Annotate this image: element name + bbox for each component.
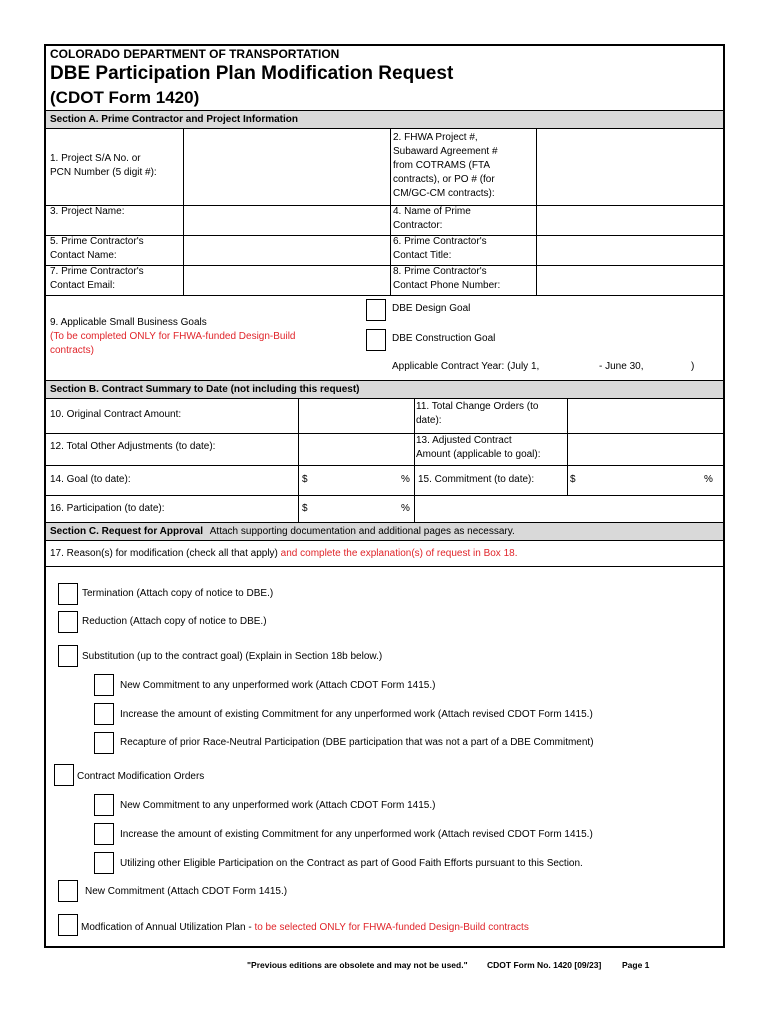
field-17-label: 17. Reason(s) for modification (check all that apply) and complete the explanation(s) of request in Box 18.: [50, 548, 518, 559]
design-goal-label: DBE Design Goal: [392, 303, 471, 314]
field-9-label: 9. Applicable Small Business Goals: [50, 317, 207, 328]
project-name-input[interactable]: [184, 206, 389, 234]
obsolete-notice: "Previous editions are obsolete and may not be used.": [247, 960, 468, 970]
participation-percent-sign: %: [401, 503, 410, 514]
reduction-label: Reduction (Attach copy of notice to DBE.): [82, 616, 267, 627]
prime-contractor-input[interactable]: [537, 206, 723, 234]
contact-title-input[interactable]: [537, 236, 723, 264]
section-c-heading: [46, 522, 723, 541]
goal-percent-sign: %: [401, 474, 410, 485]
commitment-dollar-sign: $: [570, 474, 576, 485]
field-6-label: 6. Prime Contractor's Contact Title:: [393, 236, 487, 261]
reduction-checkbox[interactable]: [58, 611, 78, 633]
field-2-label: 2. FHWA Project #, Subaward Agreement # from COTRAMS (FTA contracts), or PO # (for CM/GC-CM contracts):: [393, 132, 498, 199]
section-b-title: Section B. Contract Summary to Date (not including this request): [50, 384, 360, 395]
field-1-label: 1. Project S/A No. or PCN Number (5 digit #):: [50, 153, 157, 178]
termination-checkbox[interactable]: [58, 583, 78, 605]
contact-name-input[interactable]: [184, 236, 389, 264]
section-c-title: Section C. Request for Approval Attach supporting documentation and additional pages as necessary.: [50, 526, 515, 537]
field-16-label: 16. Participation (to date):: [50, 503, 165, 514]
termination-label: Termination (Attach copy of notice to DBE.): [82, 588, 274, 599]
field-11-label: 11. Total Change Orders (to date):: [416, 401, 539, 426]
field-15-label: 15. Commitment (to date):: [418, 474, 535, 485]
contract-modification-checkbox[interactable]: [54, 764, 74, 786]
cmo-increase-checkbox[interactable]: [94, 823, 114, 845]
sub-recapture-checkbox[interactable]: [94, 732, 114, 754]
field-5-label: 5. Prime Contractor's Contact Name:: [50, 236, 144, 261]
field-7-label: 7. Prime Contractor's Contact Email:: [50, 266, 144, 291]
goal-dollar-sign: $: [302, 474, 308, 485]
contract-modification-label: Contract Modification Orders: [77, 771, 205, 782]
participation-dollar-sign: $: [302, 503, 308, 514]
section-a-heading: [46, 110, 723, 129]
field-12-label: 12. Total Other Adjustments (to date):: [50, 441, 216, 452]
field-4-label: 4. Name of Prime Contractor:: [393, 206, 471, 231]
contact-phone-input[interactable]: [537, 266, 723, 294]
adjusted-amount-input[interactable]: [568, 434, 723, 464]
commitment-percent-sign: %: [704, 474, 713, 485]
annual-plan-checkbox[interactable]: [58, 914, 78, 936]
field-10-label: 10. Original Contract Amount:: [50, 409, 182, 420]
sub-increase-checkbox[interactable]: [94, 703, 114, 725]
change-orders-input[interactable]: [568, 400, 723, 432]
form-frame: [44, 44, 725, 948]
form-number-footer: CDOT Form No. 1420 [09/23]: [487, 960, 602, 970]
fhwa-project-input[interactable]: [537, 130, 723, 204]
sub-increase-label: Increase the amount of existing Commitment for any unperformed work (Attach revised CDOT Form 1415.): [120, 709, 593, 720]
page-number: Page 1: [622, 960, 650, 970]
field-14-label: 14. Goal (to date):: [50, 474, 131, 485]
field-3-label: 3. Project Name:: [50, 206, 125, 217]
field-9-note: (To be completed ONLY for FHWA-funded Design-Build contracts): [50, 331, 296, 356]
contact-email-input[interactable]: [184, 266, 389, 294]
project-sa-input[interactable]: [184, 130, 389, 204]
commitment-input[interactable]: [581, 466, 701, 494]
design-goal-checkbox[interactable]: [366, 299, 386, 321]
form-number: (CDOT Form 1420): [50, 88, 200, 107]
sub-new-commitment-label: New Commitment to any unperformed work (Attach CDOT Form 1415.): [120, 680, 436, 691]
sub-new-commitment-checkbox[interactable]: [94, 674, 114, 696]
annual-plan-label: Modfication of Annual Utilization Plan - to be selected ONLY for FHWA-funded Design-Build contracts: [81, 922, 529, 933]
substitution-label: Substitution (up to the contract goal) (Explain in Section 18b below.): [82, 651, 383, 662]
substitution-checkbox[interactable]: [58, 645, 78, 667]
original-amount-input[interactable]: [299, 400, 413, 432]
section-a-title: Section A. Prime Contractor and Project Information: [50, 114, 298, 125]
participation-input[interactable]: [312, 496, 398, 521]
cmo-new-commitment-label: New Commitment to any unperformed work (Attach CDOT Form 1415.): [120, 800, 436, 811]
cmo-other-participation-checkbox[interactable]: [94, 852, 114, 874]
new-commitment-checkbox[interactable]: [58, 880, 78, 902]
field-8-label: 8. Prime Contractor's Contact Phone Number:: [393, 266, 501, 291]
cmo-increase-label: Increase the amount of existing Commitment for any unperformed work (Attach revised CDOT Form 1415.): [120, 829, 593, 840]
construction-goal-checkbox[interactable]: [366, 329, 386, 351]
contract-year-mid: - June 30,: [599, 361, 644, 372]
cmo-new-commitment-checkbox[interactable]: [94, 794, 114, 816]
sub-recapture-label: Recapture of prior Race-Neutral Participation (DBE participation that was not a part of a DBE Commitment): [120, 737, 594, 748]
other-adjustments-input[interactable]: [299, 434, 413, 464]
agency-name: COLORADO DEPARTMENT OF TRANSPORTATION: [50, 47, 340, 61]
goal-input[interactable]: [312, 466, 398, 494]
field-13-label: 13. Adjusted Contract Amount (applicable to goal):: [416, 435, 541, 460]
cmo-other-participation-label: Utilizing other Eligible Participation on the Contract as part of Good Faith Efforts pursuant to this Section.: [120, 858, 583, 869]
contract-year-label: Applicable Contract Year: (July 1,: [392, 361, 540, 372]
new-commitment-label: New Commitment (Attach CDOT Form 1415.): [85, 886, 288, 897]
construction-goal-label: DBE Construction Goal: [392, 333, 496, 344]
section-b-heading: [46, 380, 723, 399]
contract-year-end: ): [691, 361, 695, 372]
form-title: DBE Participation Plan Modification Request: [50, 63, 454, 84]
